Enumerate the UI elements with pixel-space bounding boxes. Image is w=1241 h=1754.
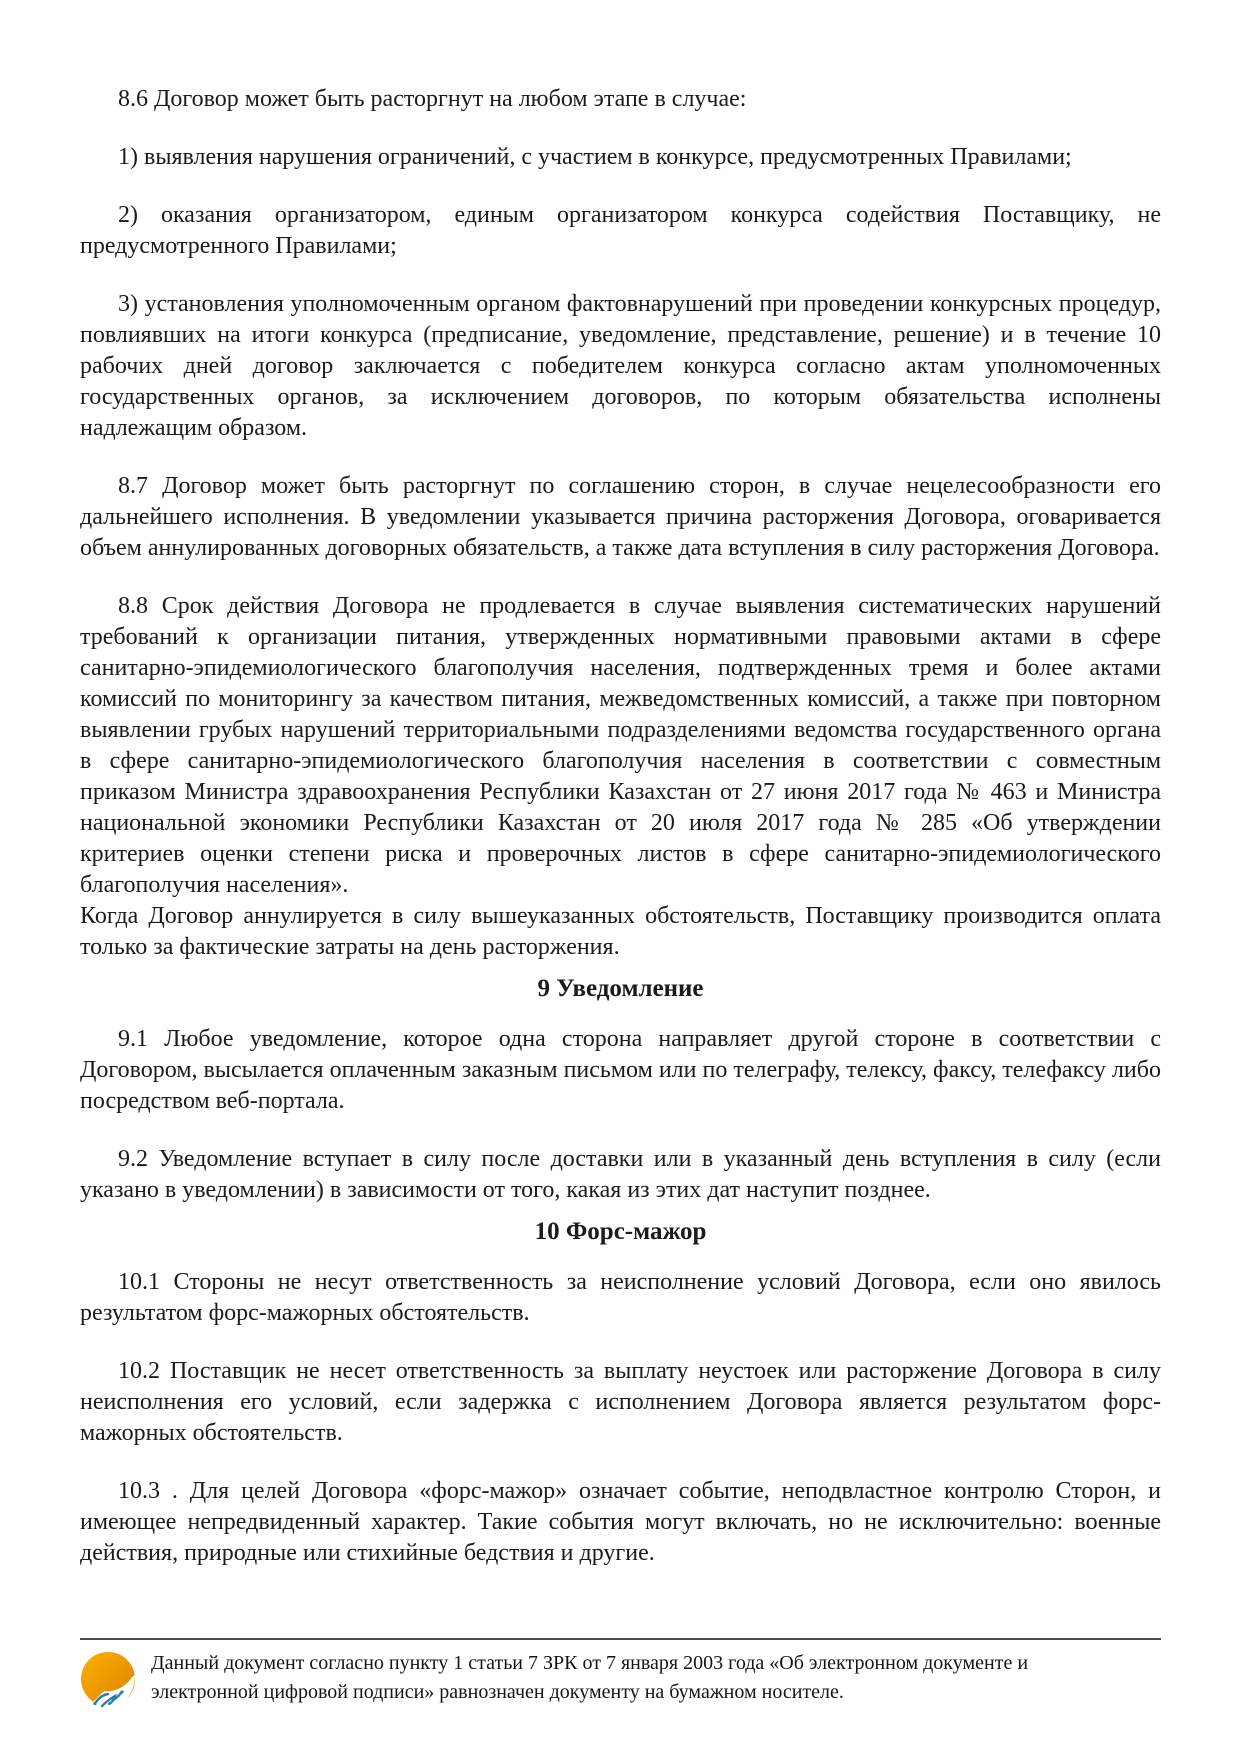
paragraph-8-7: 8.7 Договор может быть расторгнут по соглашению сторон, в случае нецелесообразности его дальнейшего исполнения. В уведомлении указывается причина расторжения Договора, оговаривается объем аннулированных договорных обязательств, а также дата вступления в силу расторжения Договора. bbox=[80, 473, 1161, 561]
paragraph-item-1: 1) выявления нарушения ограничений, с участием в конкурсе, предусмотренных Правилами; bbox=[118, 144, 1072, 170]
section-heading-9-notification: 9 Уведомление bbox=[537, 975, 704, 1002]
paragraph-8-8: 8.8 Срок действия Договора не продлевается в случае выявления систематических нарушений требований к организации питания, утвержденных нормативными правовыми актами в сфере санитарно-эпидемиологического благополучия населения, подтвержденных тремя и более актами комиссий по мониторингу за качеством питания, межведомственных комиссий, а также при повторном выявлении грубых нарушений территориальными подразделениями ведомства государственного органа в сфере санитарно-эпидемиологического благополучия населения в соответствии с совместным приказом Министра здравоохранения Республики Казахстан от 27 июня 2017 года № 463 и Министра национальной экономики Республики Казахстан от 20 июля 2017 года № 285 «Об утверждении критериев оценки степени риска и проверочных листов в сфере санитарно-эпидемиологического благополучия населения». bbox=[80, 593, 1161, 898]
paragraph-10-3: 10.3 . Для целей Договора «форс-мажор» означает событие, неподвластное контролю Сторон, и имеющее непредвиденный характер. Такие события могут включать, но не исключительно: военные действия, природные или стихийные бедствия и другие. bbox=[80, 1478, 1161, 1566]
paragraph-10-2: 10.2 Поставщик не несет ответственность за выплату неустоек или расторжение Договора в силу неисполнения его условий, если задержка с исполнением Договора является результатом форс-мажорных обстоятельств. bbox=[80, 1358, 1161, 1446]
paragraph-9-2: 9.2 Уведомление вступает в силу после доставки или в указанный день вступления в силу (если указано в уведомлении) в зависимости от того, какая из этих дат наступит позднее. bbox=[80, 1146, 1161, 1203]
paragraph-item-3: 3) установления уполномоченным органом фактовнарушений при проведении конкурсных процедур, повлиявших на итоги конкурса (предписание, уведомление, представление, решение) и в течение 10 рабочих дней договор заключается с победителем конкурса согласно актам уполномоченных государственных органов, за исключением договоров, по которым обязательства исполнены надлежащим образом. bbox=[80, 291, 1161, 441]
footer-note: Данный документ согласно пункту 1 статьи 7 ЗРК от 7 января 2003 года «Об электронном документе и электронной цифровой подписи» равнозначен документу на бумажном носителе. bbox=[151, 1652, 1029, 1703]
footer bbox=[80, 1638, 1161, 1711]
paragraph-item-2: 2) оказания организатором, единым организатором конкурса содействия Поставщику, не предусмотренного Правилами; bbox=[80, 202, 1161, 259]
egov-logo-icon bbox=[80, 1651, 138, 1711]
paragraph-cancellation-note: Когда Договор аннулируется в силу вышеуказанных обстоятельств, Поставщику производится оплата только за фактические затраты на день расторжения. bbox=[80, 903, 1161, 960]
section-heading-10-force-majeure: 10 Форс-мажор bbox=[534, 1218, 707, 1245]
paragraph-8-6: 8.6 Договор может быть расторгнут на любом этапе в случае: bbox=[118, 86, 747, 112]
paragraph-10-1: 10.1 Стороны не несут ответственность за неисполнение условий Договора, если оно явилось результатом форс-мажорных обстоятельств. bbox=[80, 1269, 1161, 1326]
paragraph-9-1: 9.1 Любое уведомление, которое одна сторона направляет другой стороне в соответствии с Договором, высылается оплаченным заказным письмом или по телеграфу, телексу, факсу, телефаксу либо посредством веб-портала. bbox=[80, 1026, 1161, 1114]
contract-text-body bbox=[80, 84, 1161, 1569]
